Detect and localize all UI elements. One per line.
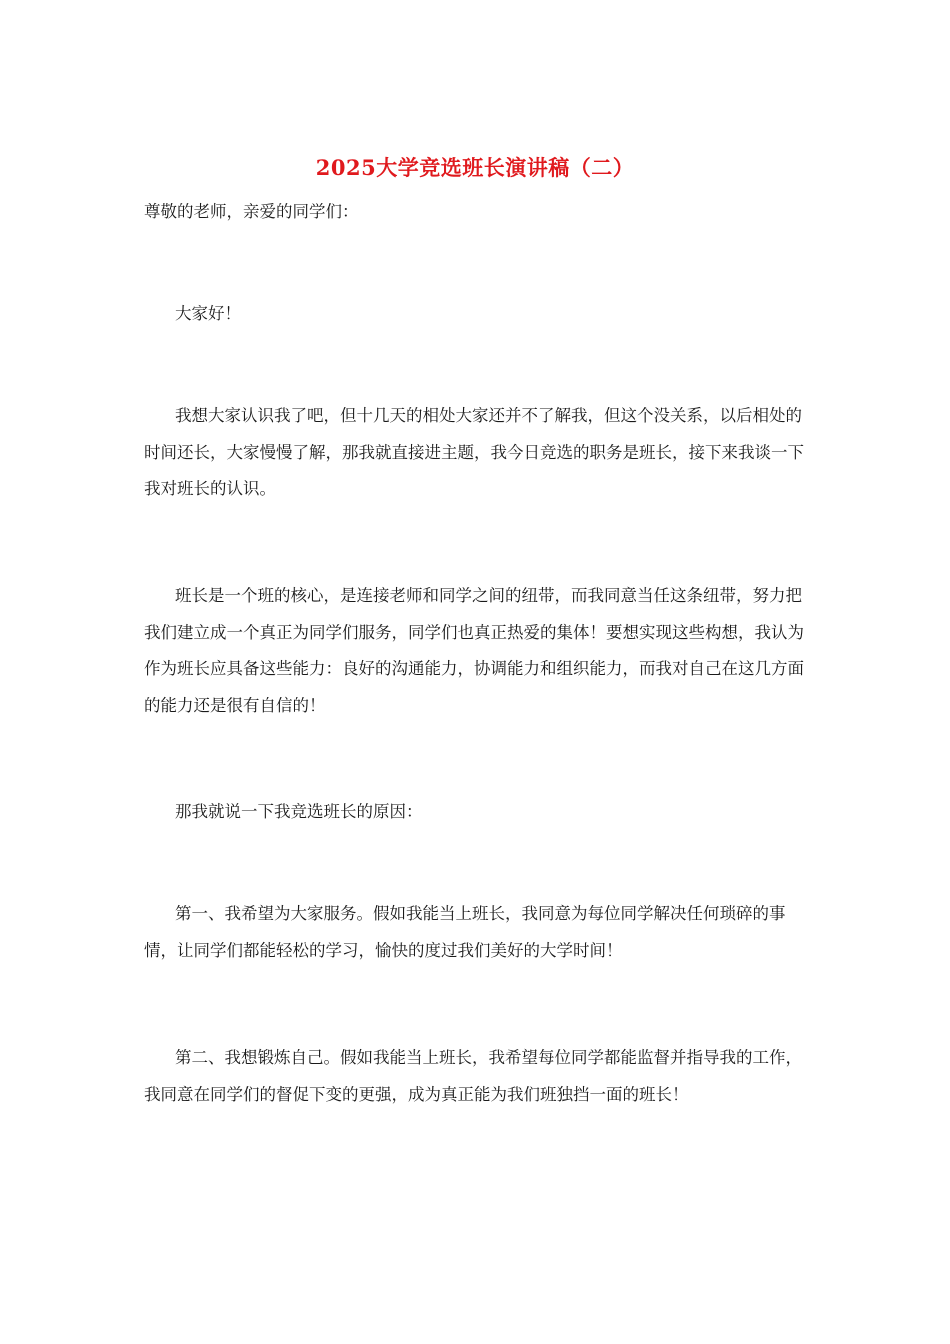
greeting-paragraph: 尊敬的老师，亲爱的同学们：	[144, 202, 359, 221]
first-reason-paragraph: 第一、我希望为大家服务。假如我能当上班长，我同意为每位同学解决任何琐碎的事情，让同学们都能轻松的学习，愉快的度过我们美好的大学时间！	[144, 904, 786, 960]
document-title: 2025大学竞选班长演讲稿（二）	[315, 155, 635, 180]
intro-paragraph: 我想大家认识我了吧，但十几天的相处大家还并不了解我，但这个没关系，以后相处的时间还长，大家慢慢了解，那我就直接进主题，我今日竞选的职务是班长，接下来我谈一下我对班长的认识。	[144, 406, 804, 498]
hello-paragraph: 大家好！	[175, 304, 241, 323]
second-reason-paragraph: 第二、我想锻炼自己。假如我能当上班长，我希望每位同学都能监督并指导我的工作，我同意在同学们的督促下变的更强，成为真正能为我们班独挡一面的班长！	[144, 1048, 802, 1104]
reason-paragraph: 那我就说一下我竞选班长的原因：	[175, 802, 423, 821]
role-paragraph: 班长是一个班的核心，是连接老师和同学之间的纽带，而我同意当任这条纽带，努力把我们建立成一个真正为同学们服务，同学们也真正热爱的集体！要想实现这些构想，我认为作为班长应具备这些能力：良好的沟通能力，协调能力和组织能力，而我对自己在这几方面的能力还是很有自信的！	[144, 586, 804, 715]
